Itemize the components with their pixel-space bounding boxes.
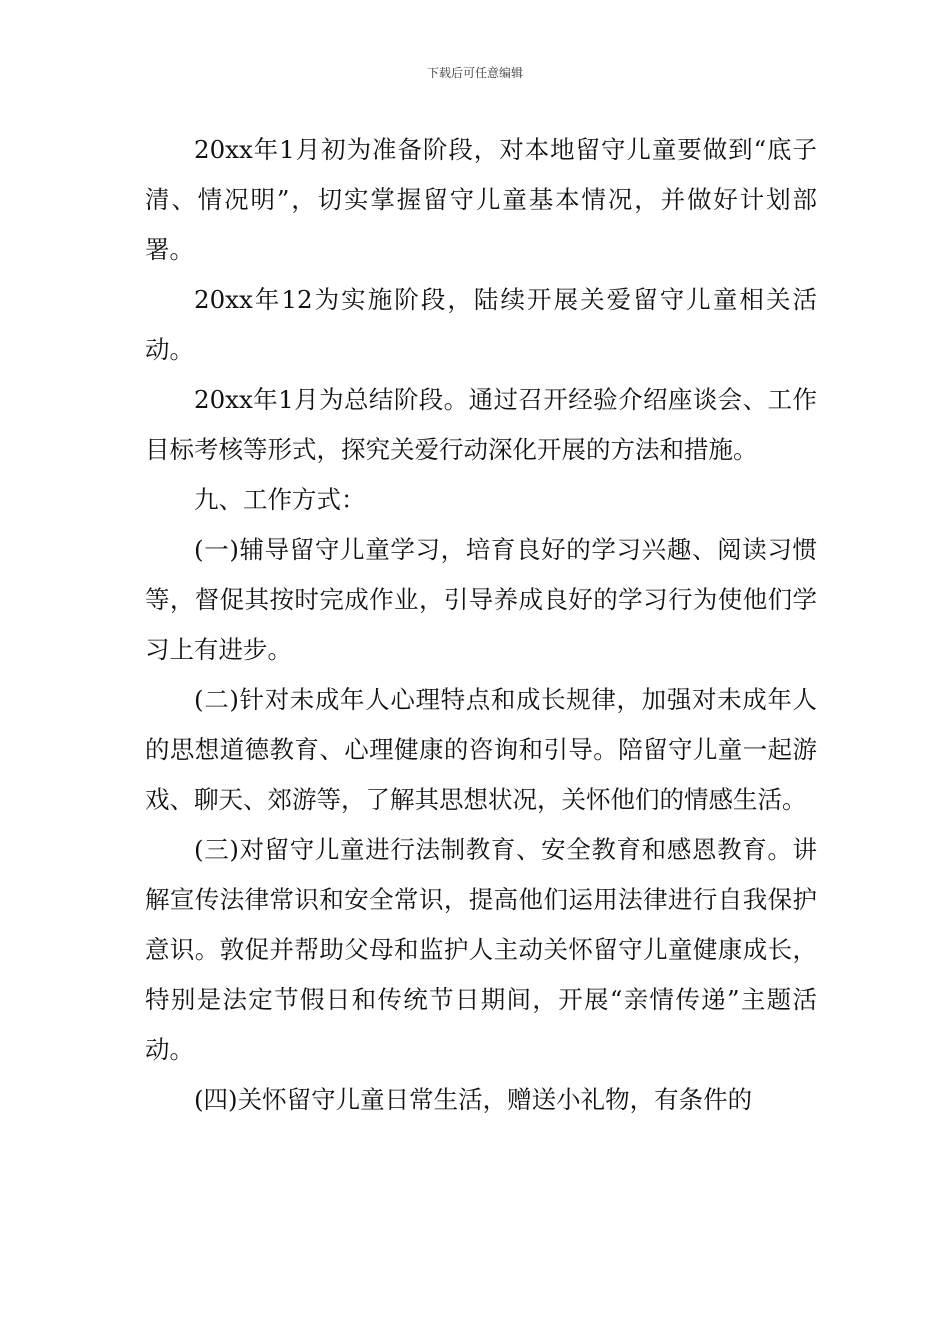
document-body (145, 125, 817, 1125)
paragraph-method-1: (一)辅导留守儿童学习，培育良好的学习兴趣、阅读习惯等，督促其按时完成作业，引导养成良好的学习行为使他们学习上有进步。 (145, 535, 817, 664)
paragraph-method-4: (四)关怀留守儿童日常生活，赠送小礼物，有条件的 (194, 1085, 753, 1114)
paragraph-method-3: (三)对留守儿童进行法制教育、安全教育和感恩教育。讲解宣传法律常识和安全常识，提高他们运用法律进行自我保护意识。敦促并帮助父母和监护人主动关怀留守儿童健康成长，特别是法定节假日和传统节日期间，开展“亲情传递”主题活动。 (145, 835, 817, 1064)
paragraph-summary-stage: 20xx年1月为总结阶段。通过召开经验介绍座谈会、工作目标考核等形式，探究关爱行动深化开展的方法和措施。 (145, 385, 817, 464)
section-heading-work-methods: 九、工作方式： (194, 485, 366, 514)
paragraph-prep-stage: 20xx年1月初为准备阶段，对本地留守儿童要做到“底子清、情况明”，切实掌握留守儿童基本情况，并做好计划部署。 (145, 135, 817, 264)
paragraph-implementation-stage: 20xx年12为实施阶段，陆续开展关爱留守儿童相关活动。 (145, 285, 817, 364)
page-header-note: 下载后可任意编辑 (426, 66, 523, 80)
paragraph-method-2: (二)针对未成年人心理特点和成长规律，加强对未成年人的思想道德教育、心理健康的咨询和引导。陪留守儿童一起游戏、聊天、郊游等，了解其思想状况，关怀他们的情感生活。 (145, 685, 817, 814)
